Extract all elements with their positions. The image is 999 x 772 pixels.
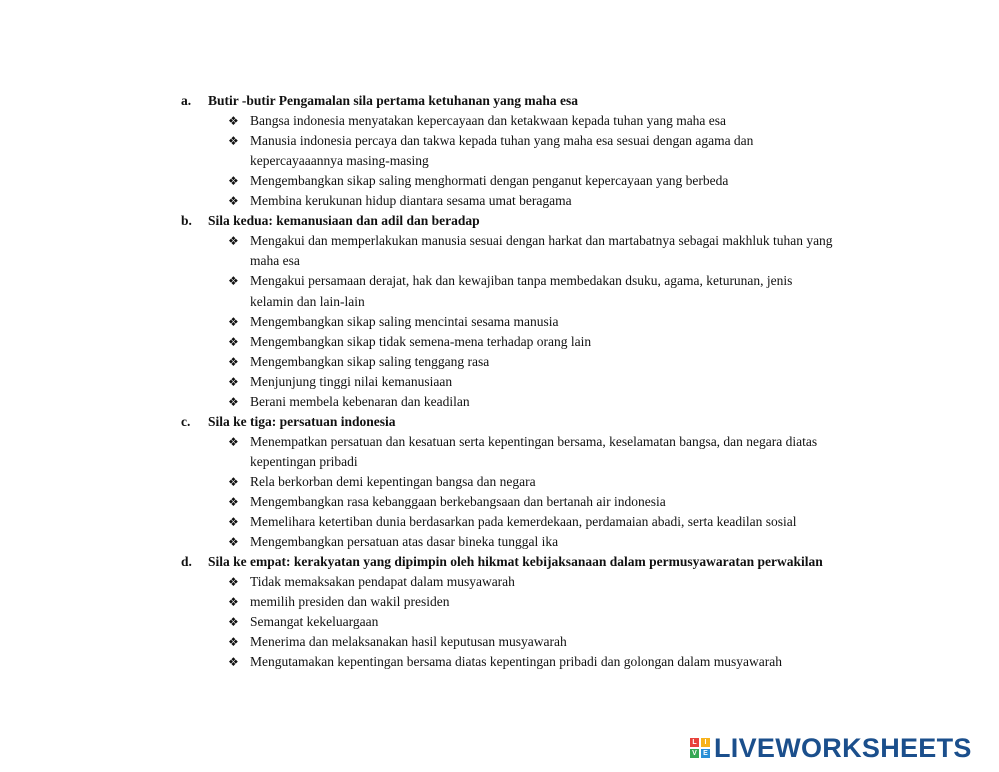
- diamond-bullet-icon: ❖: [228, 535, 239, 550]
- logo-mark-e: E: [701, 749, 710, 758]
- section-heading: [181, 211, 480, 231]
- section-letter: b.: [181, 213, 192, 229]
- list-item-text: Mengakui persamaan derajat, hak dan kewajiban tanpa membedakan dsuku, agama, keturunan, jenis: [250, 273, 793, 289]
- diamond-bullet-icon: ❖: [228, 474, 239, 489]
- diamond-bullet-icon: ❖: [228, 354, 239, 369]
- list-item-text: Tidak memaksakan pendapat dalam musyawarah: [250, 574, 515, 590]
- section-title: Butir -butir Pengamalan sila pertama ketuhanan yang maha esa: [208, 93, 579, 108]
- list-item-text: Berani membela kebenaran dan keadilan: [250, 393, 470, 409]
- liveworksheets-logo[interactable]: [690, 733, 972, 763]
- list-item-text: Mengembangkan sikap saling mencintai sesama manusia: [250, 313, 559, 329]
- list-item-continuation: kepentingan pribadi: [250, 453, 358, 469]
- list-item-text: Membina kerukunan hidup diantara sesama umat beragama: [250, 193, 572, 209]
- diamond-bullet-icon: ❖: [228, 595, 239, 610]
- section-heading: [181, 412, 396, 432]
- logo-mark-l: L: [690, 738, 699, 747]
- diamond-bullet-icon: ❖: [228, 334, 239, 349]
- diamond-bullet-icon: ❖: [228, 434, 239, 449]
- section-heading: [181, 91, 578, 111]
- logo-mark-i: I: [701, 738, 710, 747]
- diamond-bullet-icon: ❖: [228, 194, 239, 209]
- logo-text: LIVEWORKSHEETS: [714, 732, 972, 763]
- section-letter: a.: [181, 93, 192, 108]
- list-item-text: Mengembangkan persatuan atas dasar bineka tunggal ika: [250, 534, 559, 550]
- list-item-text: Manusia indonesia percaya dan takwa kepada tuhan yang maha esa sesuai dengan agama dan: [250, 133, 754, 149]
- section-heading: [181, 552, 823, 572]
- list-item-text: Bangsa indonesia menyatakan kepercayaan dan ketakwaan kepada tuhan yang maha esa: [250, 113, 727, 129]
- diamond-bullet-icon: ❖: [228, 575, 239, 590]
- section-title: Sila kedua: kemanusiaan dan adil dan beradap: [208, 213, 480, 229]
- logo-mark-icon: [690, 738, 710, 758]
- list-item-text: Mengembangkan sikap tidak semena-mena terhadap orang lain: [250, 333, 592, 349]
- diamond-bullet-icon: ❖: [228, 114, 239, 129]
- diamond-bullet-icon: ❖: [228, 314, 239, 329]
- diamond-bullet-icon: ❖: [228, 615, 239, 630]
- diamond-bullet-icon: ❖: [228, 655, 239, 670]
- list-item-text: Mengembangkan rasa kebanggaan berkebangsaan dan bertanah air indonesia: [250, 494, 666, 509]
- list-item-text: Rela berkorban demi kepentingan bangsa dan negara: [250, 473, 536, 489]
- diamond-bullet-icon: ❖: [228, 374, 239, 389]
- diamond-bullet-icon: ❖: [228, 234, 239, 249]
- list-item-text: Memelihara ketertiban dunia berdasarkan pada kemerdekaan, perdamaian abadi, serta keadilan sosial: [250, 514, 797, 530]
- list-item-text: Mengutamakan kepentingan bersama diatas kepentingan pribadi dan golongan dalam musyawarah: [250, 654, 782, 670]
- section-letter: d.: [181, 554, 192, 570]
- list-item-text: Menerima dan melaksanakan hasil keputusan musyawarah: [250, 634, 567, 650]
- section-title: Sila ke empat: kerakyatan yang dipimpin oleh hikmat kebijaksanaan dalam permusyawaratan perwakilan: [208, 554, 823, 570]
- diamond-bullet-icon: ❖: [228, 394, 239, 409]
- diamond-bullet-icon: ❖: [228, 274, 239, 289]
- list-item-text: Semangat kekeluargaan: [250, 614, 379, 630]
- diamond-bullet-icon: ❖: [228, 174, 239, 189]
- section-letter: c.: [181, 413, 191, 429]
- list-item-text: memilih presiden dan wakil presiden: [250, 594, 450, 610]
- list-item-continuation: kelamin dan lain-lain: [250, 293, 365, 309]
- list-item-continuation: kepercayaaannya masing-masing: [250, 153, 429, 169]
- section-title: Sila ke tiga: persatuan indonesia: [208, 413, 396, 429]
- list-item-text: Mengembangkan sikap saling menghormati dengan penganut kepercayaan yang berbeda: [250, 173, 729, 189]
- diamond-bullet-icon: ❖: [228, 515, 239, 530]
- list-item-text: Mengembangkan sikap saling tenggang rasa: [250, 353, 490, 369]
- list-item-text: Menjunjung tinggi nilai kemanusiaan: [250, 373, 453, 389]
- list-item-text: Mengakui dan memperlakukan manusia sesuai dengan harkat dan martabatnya sebagai makhluk tuhan yang: [250, 233, 833, 249]
- list-item-continuation: maha esa: [250, 253, 300, 269]
- diamond-bullet-icon: ❖: [228, 495, 239, 509]
- diamond-bullet-icon: ❖: [228, 635, 239, 650]
- logo-mark-v: V: [690, 749, 699, 758]
- list-item-text: Menempatkan persatuan dan kesatuan serta kepentingan bersama, keselamatan bangsa, dan negara diatas: [250, 433, 818, 449]
- diamond-bullet-icon: ❖: [228, 134, 239, 149]
